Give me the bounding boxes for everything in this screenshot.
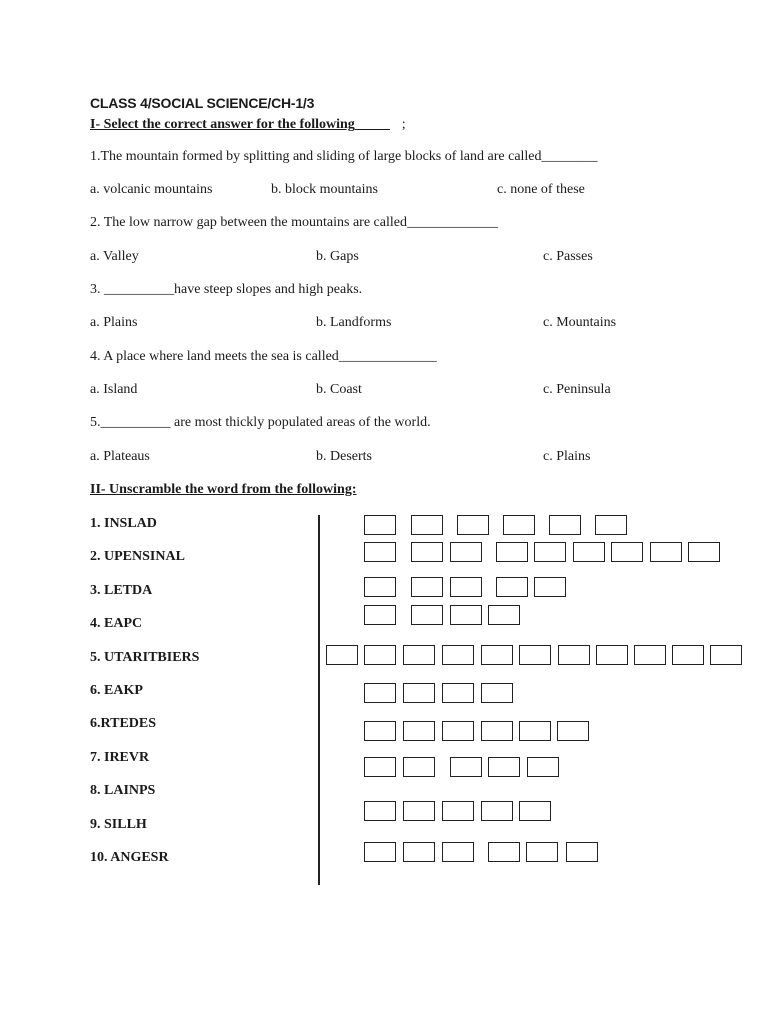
letter-box — [403, 757, 435, 777]
letter-box — [710, 645, 742, 665]
letter-box — [503, 515, 535, 535]
letter-box — [364, 577, 396, 597]
letter-box — [442, 721, 474, 741]
word-4-label: 4. EAPC — [90, 616, 143, 631]
letter-box — [519, 645, 551, 665]
letter-box — [364, 683, 396, 703]
letter-box — [488, 842, 520, 862]
question-5: 5.__________ are most thickly populated areas of the world. — [90, 415, 431, 430]
letter-box — [411, 515, 443, 535]
q2-option-a: a. Valley — [90, 249, 139, 264]
letter-box — [442, 683, 474, 703]
letter-box — [481, 645, 513, 665]
section1-heading: I- Select the correct answer for the following_____ — [90, 117, 390, 132]
word-8-label: 8. LAINPS — [90, 783, 156, 798]
q2-option-c: c. Passes — [543, 249, 593, 264]
q2-option-b: b. Gaps — [316, 249, 359, 264]
letter-box — [496, 577, 528, 597]
letter-box — [403, 801, 435, 821]
letter-box — [403, 721, 435, 741]
section1-suffix: ; — [401, 117, 406, 132]
letter-box — [672, 645, 704, 665]
letter-box — [364, 842, 396, 862]
word-9-label: 9. SILLH — [90, 817, 147, 832]
letter-box — [364, 757, 396, 777]
word-1-label: 1. INSLAD — [90, 516, 157, 531]
q1-option-c: c. none of these — [497, 182, 585, 197]
letter-box — [364, 542, 396, 562]
letter-box — [595, 515, 627, 535]
q5-option-b: b. Deserts — [316, 449, 372, 464]
q5-option-a: a. Plateaus — [90, 449, 150, 464]
letter-box — [481, 801, 513, 821]
q1-option-b: b. block mountains — [271, 182, 378, 197]
letter-box — [403, 842, 435, 862]
letter-box — [364, 605, 396, 625]
letter-box — [566, 842, 598, 862]
letter-box — [364, 801, 396, 821]
letter-box — [534, 577, 566, 597]
letter-box — [403, 645, 435, 665]
letter-box — [526, 842, 558, 862]
letter-box — [411, 542, 443, 562]
letter-box — [519, 721, 551, 741]
q5-option-c: c. Plains — [543, 449, 591, 464]
q3-option-c: c. Mountains — [543, 315, 617, 330]
page-title: CLASS 4/SOCIAL SCIENCE/CH-1/3 — [90, 95, 315, 111]
letter-box — [364, 645, 396, 665]
question-1: 1.The mountain formed by splitting and sliding of large blocks of land are called________ — [90, 149, 598, 164]
letter-box — [450, 605, 482, 625]
letter-box — [442, 645, 474, 665]
q1-option-a: a. volcanic mountains — [90, 182, 213, 197]
letter-box — [527, 757, 559, 777]
letter-box — [442, 842, 474, 862]
letter-box — [450, 577, 482, 597]
word-3-label: 3. LETDA — [90, 583, 153, 598]
letter-box — [411, 577, 443, 597]
letter-box — [558, 645, 590, 665]
letter-box — [634, 645, 666, 665]
letter-box — [481, 721, 513, 741]
letter-box — [450, 757, 482, 777]
word-7-label: 7. IREVR — [90, 750, 150, 765]
section1-heading-row — [90, 115, 406, 133]
letter-box — [481, 683, 513, 703]
word-5-label: 5. UTARITBIERS — [90, 650, 200, 665]
letter-box — [573, 542, 605, 562]
letter-box — [650, 542, 682, 562]
word-10-label: 10. ANGESR — [90, 850, 169, 865]
letter-box — [611, 542, 643, 562]
q3-option-b: b. Landforms — [316, 315, 392, 330]
question-3: 3. __________have steep slopes and high peaks. — [90, 282, 363, 297]
letter-box — [488, 757, 520, 777]
q4-option-c: c. Peninsula — [543, 382, 611, 397]
q4-option-b: b. Coast — [316, 382, 362, 397]
letter-box — [442, 801, 474, 821]
letter-box — [403, 683, 435, 703]
letter-box — [457, 515, 489, 535]
letter-box — [534, 542, 566, 562]
letter-box — [557, 721, 589, 741]
letter-box — [364, 515, 396, 535]
letter-box — [364, 721, 396, 741]
letter-box — [411, 605, 443, 625]
letter-box — [596, 645, 628, 665]
letter-box — [496, 542, 528, 562]
section2-heading: II- Unscramble the word from the following: — [90, 482, 357, 497]
question-4: 4. A place where land meets the sea is called______________ — [90, 349, 437, 364]
word-2-label: 2. UPENSINAL — [90, 549, 185, 564]
q3-option-a: a. Plains — [90, 315, 138, 330]
word-6b-label: 6.RTEDES — [90, 716, 157, 731]
letter-box — [688, 542, 720, 562]
letter-box — [450, 542, 482, 562]
letter-box — [326, 645, 358, 665]
word-6-label: 6. EAKP — [90, 683, 143, 698]
letter-box — [519, 801, 551, 821]
q4-option-a: a. Island — [90, 382, 138, 397]
column-divider — [318, 515, 320, 885]
letter-box — [488, 605, 520, 625]
letter-box — [549, 515, 581, 535]
question-2: 2. The low narrow gap between the mountains are called_____________ — [90, 215, 498, 230]
